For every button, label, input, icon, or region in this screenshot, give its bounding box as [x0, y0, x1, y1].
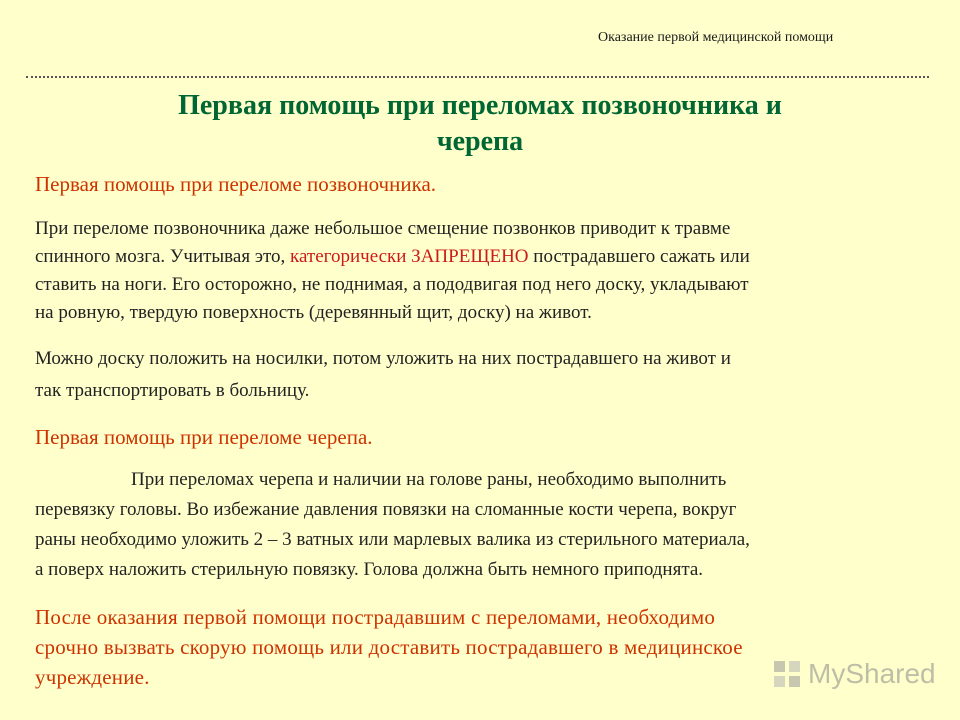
myshared-logo-icon	[772, 659, 802, 689]
closing-line: срочно вызвать скорую помощь или доставить пострадавшего в медицинское	[35, 635, 743, 659]
paragraph-line	[35, 243, 935, 271]
paragraph-line: Можно доску положить на носилки, потом уложить на них пострадавшего на живот и	[35, 348, 731, 369]
paragraph-line: При переломах черепа и наличии на голове раны, необходимо выполнить	[131, 469, 727, 490]
page-title	[80, 88, 880, 160]
section-heading-spine: Первая помощь при переломе позвоночника.	[35, 172, 437, 196]
watermark-text: MyShared	[808, 658, 936, 689]
watermark	[772, 658, 936, 690]
paragraph-line: ставить на ноги. Его осторожно, не поднимая, а пододвигая под него доску, укладывают	[35, 274, 749, 295]
text-segment: спинного мозга. Учитывая это,	[35, 246, 291, 267]
header-caption: Оказание первой медицинской помощи	[598, 30, 834, 45]
text-segment: пострадавшего сажать или	[528, 246, 750, 267]
paragraph-line: на ровную, твердую поверхность (деревянный щит, доску) на живот.	[35, 302, 592, 323]
paragraph-line: а поверх наложить стерильную повязку. Голова должна быть немного приподнята.	[35, 559, 704, 580]
paragraph-skull-fracture	[35, 465, 935, 585]
paragraph-line: раны необходимо уложить 2 – 3 ватных или марлевых валика из стерильного материала,	[35, 529, 750, 550]
closing-line: После оказания первой помощи пострадавшим с переломами, необходимо	[35, 605, 716, 629]
header-divider	[26, 76, 929, 78]
paragraph-line: так транспортировать в больницу.	[35, 380, 310, 401]
section-heading-skull: Первая помощь при переломе черепа.	[35, 425, 373, 449]
paragraph-line: перевязку головы. Во избежание давления повязки на сломанные кости черепа, вокруг	[35, 499, 737, 520]
paragraph-line: При переломе позвоночника даже небольшое смещение позвонков приводит к травме	[35, 218, 731, 239]
paragraph-stretcher	[35, 343, 935, 407]
paragraph-spine-fracture	[35, 215, 935, 327]
emphasis-prohibited: категорически ЗАПРЕЩЕНО	[290, 246, 529, 267]
page-title-line-2: черепа	[436, 126, 524, 157]
page-title-line-1: Первая помощь при переломах позвоночника и	[178, 90, 782, 121]
closing-line: учреждение.	[35, 665, 150, 689]
